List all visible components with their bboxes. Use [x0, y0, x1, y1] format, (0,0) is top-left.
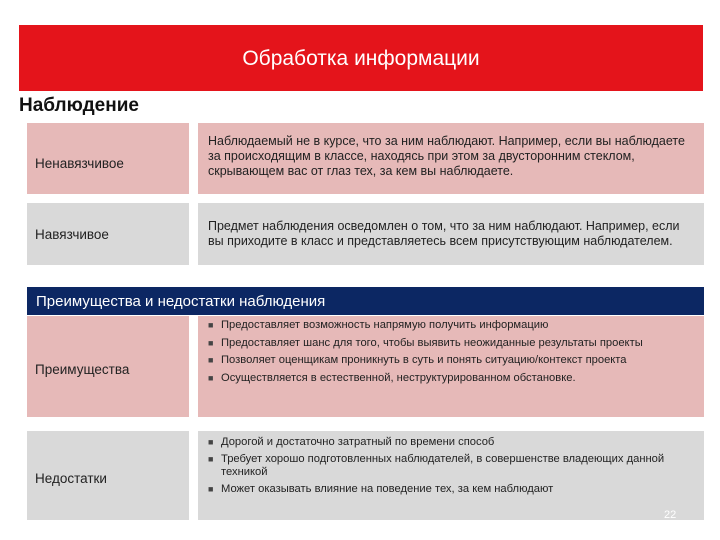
- type-label-unobtrusive: Ненавязчивое: [27, 123, 189, 194]
- bullet-icon: ■: [208, 355, 214, 365]
- advantages-list: [208, 319, 684, 389]
- list-item: ■ Может оказывать влияние на поведение тех, за кем наблюдают: [208, 482, 554, 495]
- section-heading: Наблюдение: [19, 95, 139, 116]
- bullet-icon: ■: [208, 483, 214, 494]
- disadvantages-list: [208, 436, 684, 499]
- title-bar: [19, 25, 703, 91]
- list-item: ■ Осуществляется в естественной, неструктурированном обстановке.: [208, 371, 576, 384]
- disadvantages-label: Недостатки: [27, 431, 189, 520]
- type-label-obtrusive: Навязчивое: [27, 203, 189, 265]
- type-description-unobtrusive: Наблюдаемый не в курсе, что за ним наблюдают. Например, если вы наблюдаете за происходящим в классе, находясь при этом за двусторонним стеклом, скрывающем вас от глаз тех, за кем вы наблюдаете.: [198, 123, 704, 194]
- list-item: ■ Предоставляет возможность напрямую получить информацию: [208, 319, 549, 331]
- bullet-icon: ■: [208, 337, 214, 348]
- bullet-icon: ■: [208, 453, 214, 464]
- list-item: ■ Требует хорошо подготовленных наблюдателей, в совершенстве владеющих данной техникой: [208, 452, 665, 478]
- pros-cons-title: Преимущества и недостатки наблюдения: [36, 292, 326, 310]
- slide-title: Обработка информации: [242, 47, 480, 70]
- advantages-label: Преимущества: [27, 316, 189, 417]
- bullet-icon: ■: [208, 320, 214, 330]
- list-item: ■ Предоставляет шанс для того, чтобы выявить неожиданные результаты проекты: [208, 336, 643, 349]
- pros-cons-band: [27, 287, 704, 315]
- advantages-panel: [198, 316, 704, 417]
- bullet-icon: ■: [208, 437, 214, 447]
- type-description-obtrusive: Предмет наблюдения осведомлен о том, что за ним наблюдают. Например, если вы приходите в класс и представляетесь всем присутствующим наблюдателем.: [198, 203, 704, 265]
- list-item: ■ Позволяет оценщикам проникнуть в суть и понять ситуацию/контекст проекта: [208, 354, 627, 366]
- list-item: ■ Дорогой и достаточно затратный по времени способ: [208, 436, 495, 448]
- bullet-icon: ■: [208, 372, 214, 383]
- disadvantages-panel: [198, 431, 704, 520]
- page-number: 22: [664, 509, 677, 521]
